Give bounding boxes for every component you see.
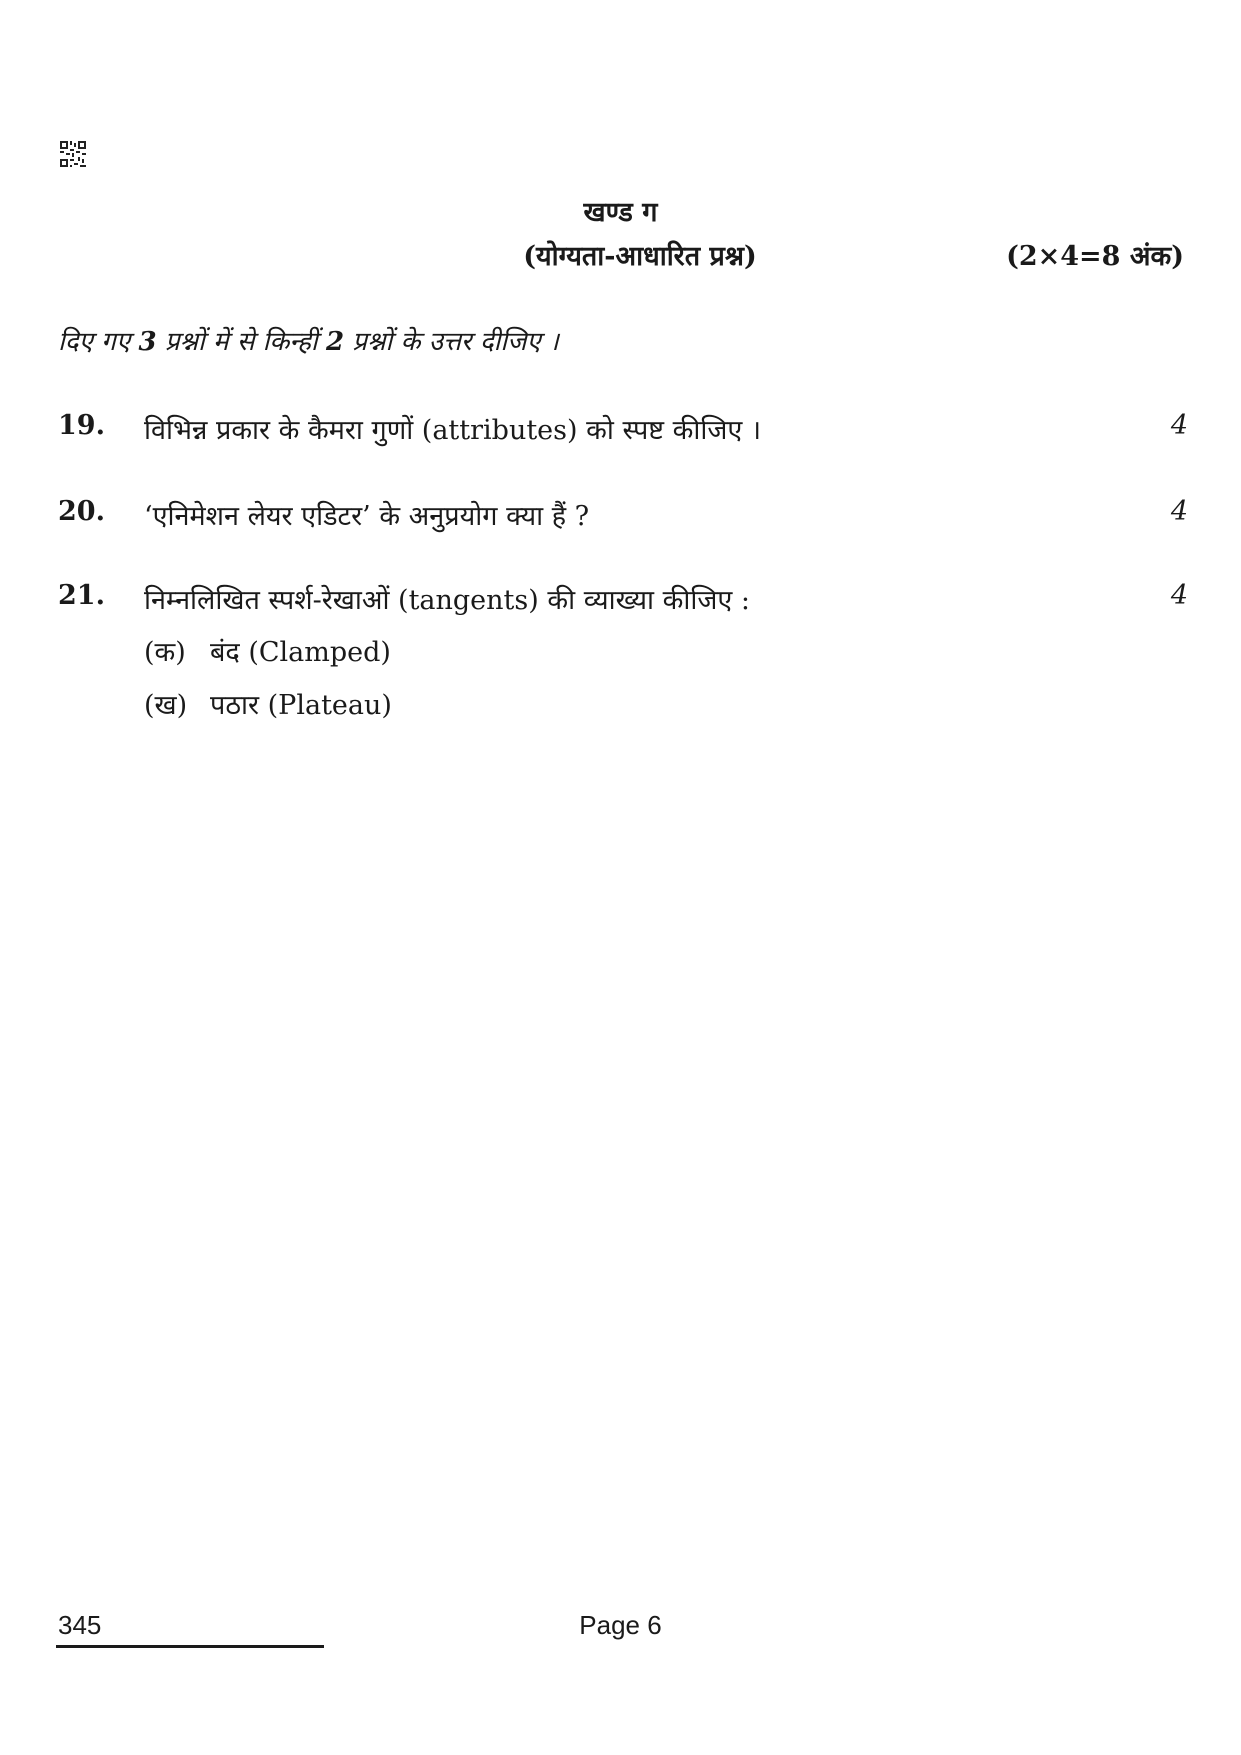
question-marks: 4 bbox=[1170, 580, 1188, 611]
question-number: 21. bbox=[58, 580, 105, 611]
qr-code-icon bbox=[60, 141, 86, 167]
instruction-number: 2 bbox=[325, 327, 345, 357]
subpart-label: (ख) bbox=[144, 690, 188, 721]
question-marks: 4 bbox=[1170, 496, 1188, 527]
question-21 bbox=[58, 580, 1188, 620]
question-marks: 4 bbox=[1170, 410, 1188, 441]
section-subtitle: (योग्यता-आधारित प्रश्न) bbox=[523, 241, 757, 272]
footer-divider bbox=[56, 1645, 324, 1648]
subpart-kha bbox=[144, 685, 392, 722]
instruction bbox=[58, 322, 559, 358]
subpart-ka bbox=[144, 632, 391, 669]
page-number: Page 6 bbox=[579, 1610, 662, 1640]
section-marks: (2×4=8 अंक) bbox=[1006, 241, 1184, 272]
subpart-text: पठार (Plateau) bbox=[210, 690, 392, 721]
instruction-number: 3 bbox=[138, 327, 157, 357]
subpart-label: (क) bbox=[144, 637, 186, 668]
question-number: 20. bbox=[58, 496, 105, 527]
question-19 bbox=[58, 410, 1188, 450]
question-text: विभिन्न प्रकार के कैमरा गुणों (attributes) को स्पष्ट कीजिए । bbox=[144, 415, 762, 446]
instruction-text: दिए गए bbox=[58, 327, 139, 357]
instruction-text: प्रश्नों में से किन्हीं bbox=[156, 327, 326, 357]
question-20 bbox=[58, 496, 1188, 536]
question-text: निम्नलिखित स्पर्श-रेखाओं (tangents) की व्याख्या कीजिए : bbox=[144, 585, 750, 616]
section-title: खण्ड ग bbox=[583, 197, 658, 228]
subpart-text: बंद (Clamped) bbox=[210, 637, 391, 668]
paper-code: 345 bbox=[58, 1610, 102, 1640]
question-text: ‘एनिमेशन लेयर एडिटर’ के अनुप्रयोग क्या हैं ? bbox=[144, 501, 590, 532]
instruction-text: प्रश्नों के उत्तर दीजिए । bbox=[344, 327, 559, 357]
question-number: 19. bbox=[58, 410, 105, 441]
